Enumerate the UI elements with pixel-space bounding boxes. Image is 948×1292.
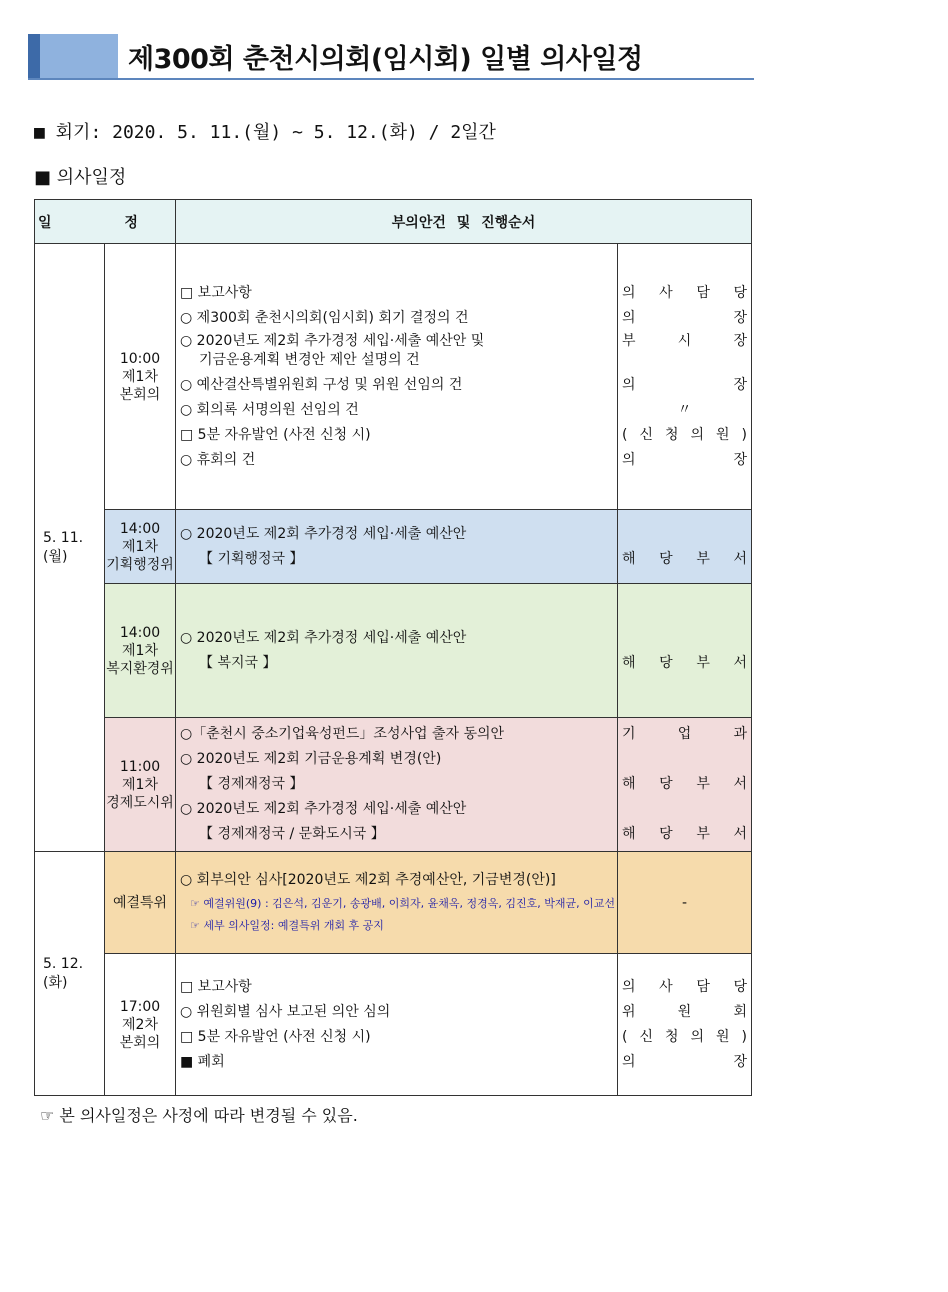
session-period: ■ 회기: 2020. 5. 11.(월) ~ 5. 12.(화) / 2일간	[34, 122, 496, 143]
date-day2: 5. 12.(화)	[35, 852, 105, 1096]
list-item: ○ 2020년도 제2회 추가경정 세입·세출 예산안	[180, 629, 467, 646]
list-item: 【 경제재정국 】	[199, 776, 304, 792]
session-day2-plenary: 17:00 제2차 본회의	[105, 954, 176, 1096]
role-line: 의 장	[622, 451, 747, 468]
list-item: ○ 2020년도 제2회 추가경정 세입·세출 예산안 및	[180, 332, 485, 349]
title-accent-light	[40, 34, 118, 78]
list-item: ○ 위원회별 심사 보고된 의안 심의	[180, 1003, 391, 1020]
list-item: ○ 회부의안 심사[2020년도 제2회 추경예산안, 기금변경(안)]	[180, 872, 556, 888]
items-day2-plenary	[176, 954, 618, 1096]
role-line: 〃	[677, 401, 692, 418]
items-day1-welfare	[176, 584, 618, 718]
list-item: □ 보고사항	[180, 284, 252, 301]
list-item: ○ 2020년도 제2회 기금운용계획 변경(안)	[180, 751, 442, 767]
session-day1-economy: 11:00 제1차 경제도시위	[105, 718, 176, 852]
list-item: ○ 2020년도 제2회 추가경정 세입·세출 예산안	[180, 525, 467, 542]
row-day1-planning	[35, 510, 752, 584]
row-day1-plenary	[35, 244, 752, 510]
list-item: ○ 휴회의 건	[180, 451, 256, 468]
role-day1-planning: 해 당 부 서	[618, 510, 752, 584]
row-day1-economy	[35, 718, 752, 852]
items-day2-budget	[176, 852, 618, 954]
list-item: ○ 회의록 서명의원 선임의 건	[180, 401, 359, 418]
title-bar	[28, 34, 754, 80]
list-item: 기금운용계획 변경안 제안 설명의 건	[199, 351, 420, 368]
role-line: 의 장	[622, 376, 747, 393]
session-day1-plenary: 10:00 제1차 본회의	[105, 244, 176, 510]
list-item: ☞ 세부 의사일정: 예결특위 개회 후 공지	[190, 919, 384, 932]
role-line: 의 사 담 당	[622, 284, 747, 301]
list-item: □ 보고사항	[180, 978, 252, 995]
list-item: 【 복지국 】	[199, 654, 277, 671]
header-date: 일 정	[35, 200, 176, 244]
row-day1-welfare	[35, 584, 752, 718]
header-items: 부의안건 및 진행순서	[176, 200, 752, 244]
list-item: ○「춘천시 중소기업육성펀드」조성사업 출자 동의안	[180, 726, 505, 742]
role-line: ( 신 청 의 원 )	[622, 426, 747, 443]
roles-day1-economy: 기 업 과 해 당 부 서 해 당 부 서	[618, 718, 752, 852]
list-item: ○ 제300회 춘천시의회(임시회) 회기 결정의 건	[180, 309, 469, 326]
session-day2-budget: 예결특위	[105, 852, 176, 954]
role-line: 부 시 장	[622, 332, 747, 349]
title-underline	[28, 78, 754, 80]
row-day2-budget	[35, 852, 752, 954]
role-day2-budget: -	[618, 852, 752, 954]
list-item: □ 5분 자유발언 (사전 신청 시)	[180, 1028, 371, 1045]
page-title: 제300회 춘천시의회(임시회) 일별 의사일정	[128, 44, 643, 75]
list-item: □ 5분 자유발언 (사전 신청 시)	[180, 426, 371, 443]
role-line: 의 장	[622, 309, 747, 326]
list-item: ○ 2020년도 제2회 추가경정 세입·세출 예산안	[180, 801, 467, 817]
items-day1-economy	[176, 718, 618, 852]
date-day1: 5. 11.(월)	[35, 244, 105, 852]
header-row	[35, 200, 752, 244]
schedule-table	[34, 199, 752, 1096]
session-day1-welfare: 14:00 제1차 복지환경위	[105, 584, 176, 718]
items-day1-planning	[176, 510, 618, 584]
title-accent-dark	[28, 34, 40, 78]
list-item: ☞ 예결위원(9) : 김은석, 김운기, 송광배, 이희자, 윤채옥, 정경옥, 김진호, 박재균, 이교선	[190, 897, 615, 910]
list-item: ■ 폐회	[180, 1053, 225, 1070]
roles-day2-plenary: 의 사 담 당 위 원 회 ( 신 청 의 원 ) 의 장	[618, 954, 752, 1096]
footnote: ☞ 본 의사일정은 사정에 따라 변경될 수 있음.	[40, 1106, 358, 1125]
list-item: ○ 예산결산특별위원회 구성 및 위원 선임의 건	[180, 376, 463, 393]
roles-day1-plenary	[618, 244, 752, 510]
agenda-heading: ■ 의사일정	[34, 167, 127, 188]
row-day2-plenary	[35, 954, 752, 1096]
session-day1-planning: 14:00 제1차 기획행정위	[105, 510, 176, 584]
list-item: 【 기획행정국 】	[199, 550, 304, 567]
list-item: 【 경제재정국 / 문화도시국 】	[199, 826, 385, 842]
role-day1-welfare: 해 당 부 서	[618, 584, 752, 718]
items-day1-plenary	[176, 244, 618, 510]
